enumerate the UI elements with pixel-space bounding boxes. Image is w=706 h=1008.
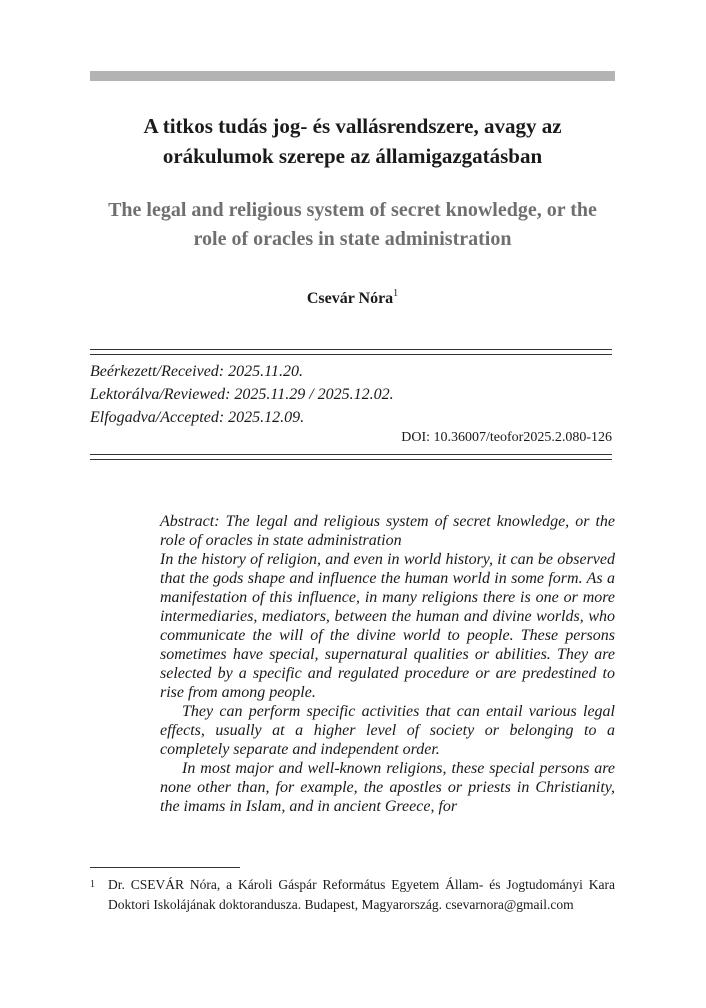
doi[interactable]: DOI: 10.36007/teofor2025.2.080-126 (401, 430, 612, 445)
title-hungarian: A titkos tudás jog- és vallásrendszere, avagy az orákulumok szerepe az államigazgatásban (143, 114, 562, 168)
abstract-paragraph: In most major and well-known religions, these special persons are none other than, for example, the apostles or priests in Christianity, the imams in Islam, and in ancient Greece, for (160, 760, 615, 815)
article-dates (90, 360, 615, 429)
header-bar (90, 71, 615, 81)
accepted-date: Elfogadva/Accepted: 2025.12.09. (90, 409, 305, 426)
abstract-heading: Abstract: The legal and religious system of secret knowledge, or the role of oracles in state administration (160, 513, 615, 549)
author-footnote-mark[interactable]: 1 (393, 288, 399, 299)
footnote-rule (90, 867, 240, 868)
bottom-double-rule (90, 454, 612, 460)
top-double-rule (90, 349, 612, 355)
reviewed-date: Lektorálva/Reviewed: 2025.11.29 / 2025.12.02. (90, 386, 394, 403)
author-name: Csevár Nóra (306, 290, 394, 307)
footnote (90, 875, 615, 915)
footnote-mark: 1 (90, 879, 95, 890)
footnote-text: Dr. CSEVÁR Nóra, a Károli Gáspár Református Egyetem Állam- és Jogtudományi Kara Doktori Iskolájának doktorandusza. Budapest, Magyarország. csevarnora@gmail.com (108, 877, 615, 912)
received-date: Beérkezett/Received: 2025.11.20. (90, 363, 303, 380)
abstract (160, 512, 615, 816)
title-english: The legal and religious system of secret knowledge, or the role of oracles in state administration (108, 199, 597, 250)
author (90, 283, 615, 310)
abstract-paragraph: They can perform specific activities that can entail various legal effects, usually at a higher level of society or belonging to a completely separate and independent order. (160, 703, 615, 758)
abstract-paragraph: In the history of religion, and even in world history, it can be observed that the gods shape and influence the human world in some form. As a manifestation of this influence, in many religions there is one or more intermediaries, mediators, between the human and divine worlds, who communicate the will of the divine world to people. These persons sometimes have special, supernatural qualities or abilities. They are selected by a specific and regulated procedure or are predestined to rise from among people. (160, 551, 615, 701)
